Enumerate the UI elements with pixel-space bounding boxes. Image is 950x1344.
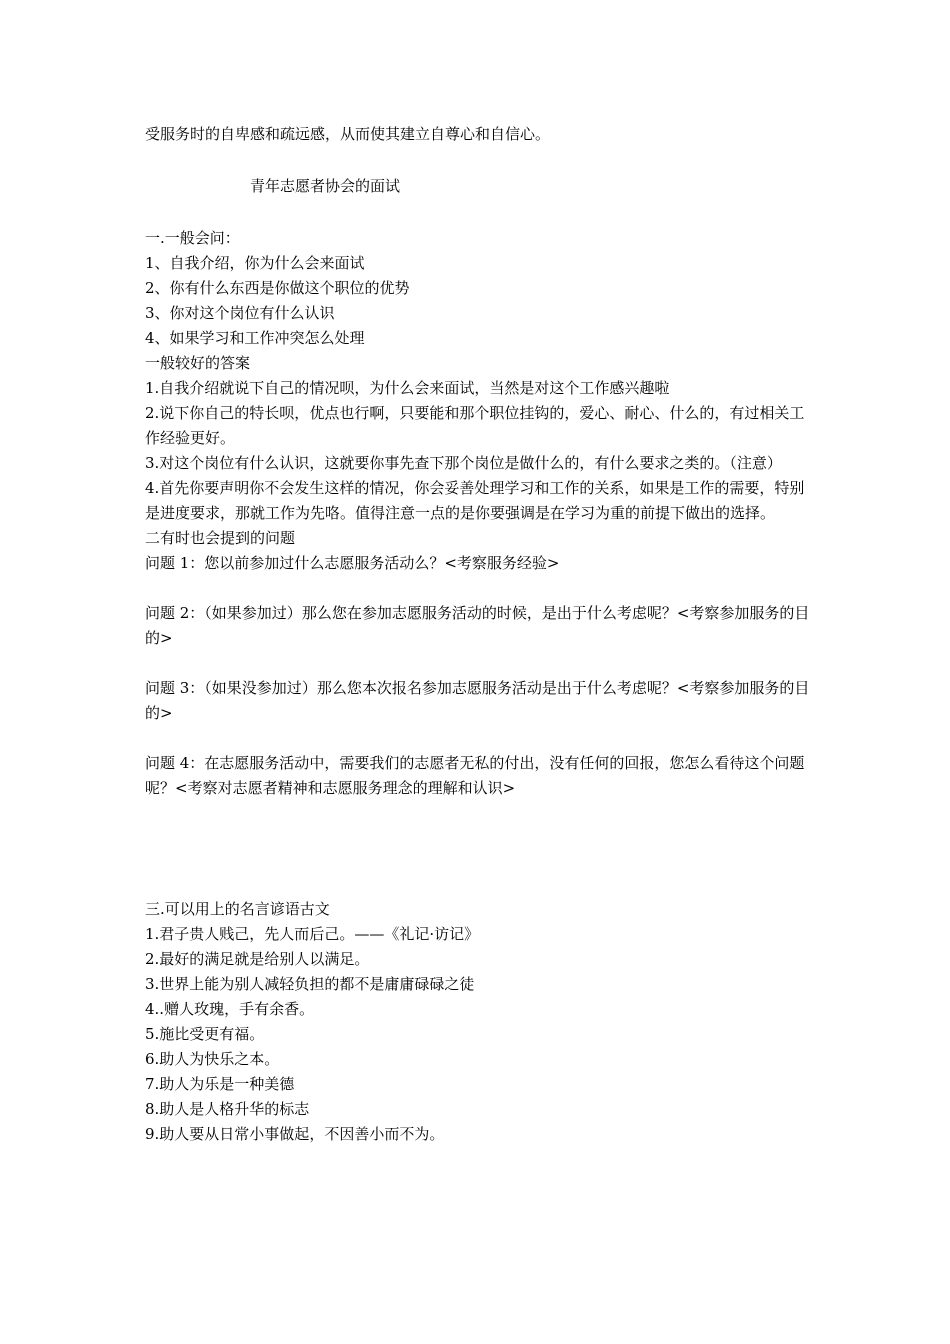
document-title: 青年志愿者协会的面试 [250,177,401,195]
section2-heading: 二有时也会提到的问题 [145,529,296,547]
quote-item: 8.助人是人格升华的标志 [145,1100,310,1118]
answer-item: 3.对这个岗位有什么认识，这就要你事先查下那个岗位是做什么的，有什么要求之类的。（注意） [145,454,782,472]
question-item: 2、你有什么东西是你做这个职位的优势 [145,279,410,297]
answer-item: 2.说下你自己的特长呗，优点也行啊，只要能和那个职位挂钩的，爱心、耐心、什么的，有过相关工作经验更好。 [145,404,805,447]
quote-item: 4..赠人玫瑰，手有余香。 [145,1000,315,1018]
interview-question: 问题 4：在志愿服务活动中，需要我们的志愿者无私的付出，没有任何的回报，您怎么看待这个问题呢？<考察对志愿者精神和志愿服务理念的理解和认识> [145,754,805,797]
quote-item: 6.助人为快乐之本。 [145,1050,280,1068]
answers-heading: 一般较好的答案 [145,354,251,372]
section3-heading: 三.可以用上的名言谚语古文 [145,900,330,918]
interview-question: 问题 2：（如果参加过）那么您在参加志愿服务活动的时候，是出于什么考虑呢？<考察参加服务的目的> [145,604,810,647]
quote-item: 7.助人为乐是一种美德 [145,1075,295,1093]
document-body [145,122,810,1147]
interview-question: 问题 1：您以前参加过什么志愿服务活动么？<考察服务经验> [145,554,560,572]
question-item: 4、如果学习和工作冲突怎么处理 [145,329,365,347]
question-item: 3、你对这个岗位有什么认识 [145,304,335,322]
quote-item: 1.君子贵人贱己，先人而后己。——《礼记·访记》 [145,925,480,943]
quote-item: 2.最好的满足就是给别人以满足。 [145,950,370,968]
quote-item: 9.助人要从日常小事做起，不因善小而不为。 [145,1125,445,1143]
answer-item: 4.首先你要声明你不会发生这样的情况，你会妥善处理学习和工作的关系，如果是工作的需要，特别是进度要求，那就工作为先咯。值得注意一点的是你要强调是在学习为重的前提下做出的选择。 [145,479,805,522]
quote-item: 3.世界上能为别人减轻负担的都不是庸庸碌碌之徒 [145,975,475,993]
answer-item: 1.自我介绍就说下自己的情况呗，为什么会来面试，当然是对这个工作感兴趣啦 [145,379,670,397]
intro-line: 受服务时的自卑感和疏远感，从而使其建立自尊心和自信心。 [145,125,551,143]
question-item: 1、自我介绍，你为什么会来面试 [145,254,365,272]
quote-item: 5.施比受更有福。 [145,1025,265,1043]
interview-question: 问题 3：（如果没参加过）那么您本次报名参加志愿服务活动是出于什么考虑呢？<考察参加服务的目的> [145,679,810,722]
section1-heading: 一.一般会问： [145,229,240,247]
